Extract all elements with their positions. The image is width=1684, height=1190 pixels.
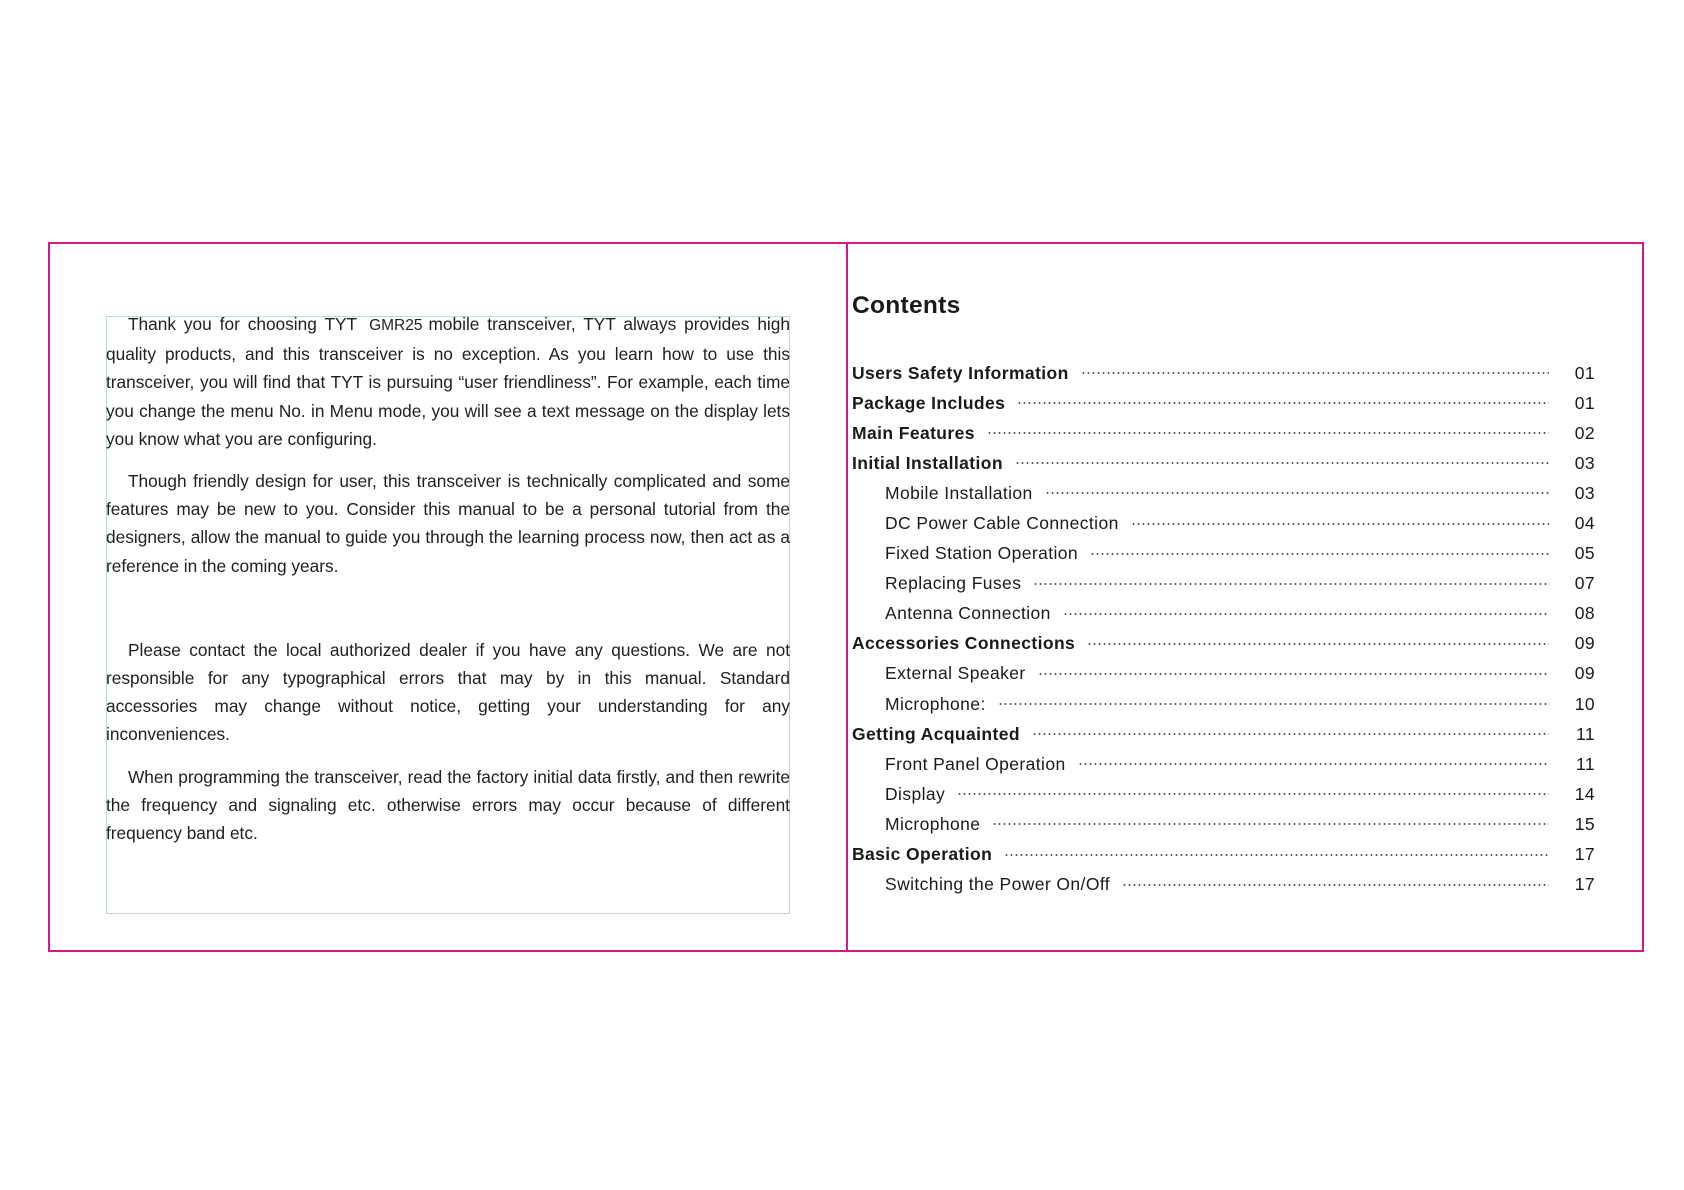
toc-entry-page: 02: [1574, 422, 1595, 443]
toc-entry-title: Getting Acquainted: [852, 723, 1020, 744]
toc-entry[interactable]: [852, 629, 1595, 659]
toc-entry-title: DC Power Cable Connection: [885, 513, 1119, 534]
toc-entry-title: External Speaker: [885, 663, 1026, 684]
toc-entry-title: Microphone: [885, 813, 981, 834]
toc-entry[interactable]: [852, 840, 1595, 870]
toc-entry-title: Initial Installation: [852, 452, 1003, 473]
toc-entry-page: 03: [1574, 452, 1595, 473]
toc-entry[interactable]: [852, 478, 1595, 508]
toc-entry[interactable]: [852, 599, 1595, 629]
toc-dot-leader: [1122, 884, 1549, 886]
toc-entry[interactable]: [852, 539, 1595, 569]
toc-dot-leader: [1033, 583, 1549, 585]
intro-paragraph-3: Please contact the local authorized dealer if you have any questions. We are not responsible for any typographical errors that may by in this manual. Standard accessories may change without notice, getting your understanding for any inconveniences.: [106, 639, 790, 745]
toc-dot-leader: [1063, 613, 1549, 615]
toc-entry-page: 10: [1574, 693, 1595, 714]
toc-entry-page: 09: [1574, 633, 1595, 654]
toc-entry[interactable]: [852, 689, 1595, 719]
toc-entry-title: Mobile Installation: [885, 482, 1033, 503]
toc-entry-title: Microphone:: [885, 693, 986, 714]
toc-dot-leader: [957, 793, 1549, 795]
toc-entry-title: Package Includes: [852, 392, 1006, 413]
page-fold-divider: [846, 244, 848, 950]
toc-entry[interactable]: [852, 809, 1595, 839]
toc-entry[interactable]: [852, 418, 1595, 448]
toc-entry-page: 11: [1576, 723, 1595, 744]
toc-entry-title: Basic Operation: [852, 844, 993, 865]
toc-dot-leader: [1015, 462, 1549, 464]
toc-dot-leader: [987, 432, 1549, 434]
toc-entry[interactable]: [852, 358, 1595, 388]
toc-entry[interactable]: [852, 569, 1595, 599]
intro-paragraph-1: [106, 310, 790, 453]
toc-entry-page: 01: [1574, 392, 1595, 413]
toc-entry-page: 08: [1574, 603, 1595, 624]
intro-p1-before: Thank you for choosing TYT: [128, 314, 358, 334]
toc-entry-page: 17: [1574, 844, 1595, 865]
toc-dot-leader: [1090, 553, 1549, 555]
intro-text: [106, 310, 790, 861]
toc-entry[interactable]: [852, 388, 1595, 418]
toc-entry[interactable]: [852, 508, 1595, 538]
toc-entry[interactable]: [852, 719, 1595, 749]
toc-entry-page: 17: [1574, 874, 1595, 895]
toc-entry-title: Accessories Connections: [852, 633, 1076, 654]
toc-entry-page: 07: [1574, 573, 1595, 594]
toc-entry[interactable]: [852, 749, 1595, 779]
toc-entry[interactable]: [852, 659, 1595, 689]
toc-entry-title: Antenna Connection: [885, 603, 1051, 624]
toc-entry-page: 05: [1574, 543, 1595, 564]
toc-dot-leader: [1004, 854, 1549, 856]
intro-paragraph-2: Though friendly design for user, this transceiver is technically complicated and some features may be new to you. Consider this manual to be a personal tutorial from the designers, allow the manual to guide you through the learning process now, then act as a reference in the coming years.: [106, 471, 790, 576]
toc-entry-title: Users Safety Information: [852, 362, 1069, 383]
toc-entry-title: Main Features: [852, 422, 975, 443]
toc-entry-page: 11: [1576, 753, 1595, 774]
toc-dot-leader: [992, 823, 1549, 825]
toc-dot-leader: [1038, 673, 1549, 675]
toc-entry-title: Replacing Fuses: [885, 573, 1022, 594]
model-name: GMR25: [369, 317, 423, 334]
toc-dot-leader: [1017, 402, 1549, 404]
intro-paragraph-4: When programming the transceiver, read the factory initial data firstly, and then rewrite the frequency and signaling etc. otherwise errors may occur because of different frequency band etc.: [106, 766, 790, 844]
toc-entry-page: 14: [1574, 783, 1595, 804]
contents-list: [852, 358, 1595, 900]
toc-entry[interactable]: [852, 870, 1595, 900]
toc-entry-page: 03: [1574, 482, 1595, 503]
toc-dot-leader: [1045, 492, 1549, 494]
toc-dot-leader: [1032, 733, 1549, 735]
toc-dot-leader: [1081, 372, 1549, 374]
toc-entry-page: 15: [1574, 813, 1595, 834]
toc-entry-title: Front Panel Operation: [885, 753, 1066, 774]
toc-dot-leader: [1131, 523, 1549, 525]
toc-entry-page: 04: [1574, 513, 1595, 534]
toc-entry-page: 09: [1574, 663, 1595, 684]
toc-dot-leader: [1087, 643, 1549, 645]
toc-entry[interactable]: [852, 448, 1595, 478]
toc-entry-title: Fixed Station Operation: [885, 543, 1079, 564]
toc-entry[interactable]: [852, 779, 1595, 809]
contents-title: Contents: [852, 292, 961, 319]
toc-entry-title: Switching the Power On/Off: [885, 874, 1111, 895]
toc-dot-leader: [1078, 763, 1549, 765]
toc-entry-page: 01: [1574, 362, 1595, 383]
toc-dot-leader: [998, 703, 1549, 705]
toc-entry-title: Display: [885, 783, 946, 804]
intro-p1-after: mobile transceiver, TYT always provides high quality products, and this transceiver is no exception. As you learn how to use this transceiver, you will find that TYT is pursuing “user friendliness”. For example, each time you change the menu No. in Menu mode, you will see a text message on the display lets you know what you are configuring.: [106, 314, 790, 449]
